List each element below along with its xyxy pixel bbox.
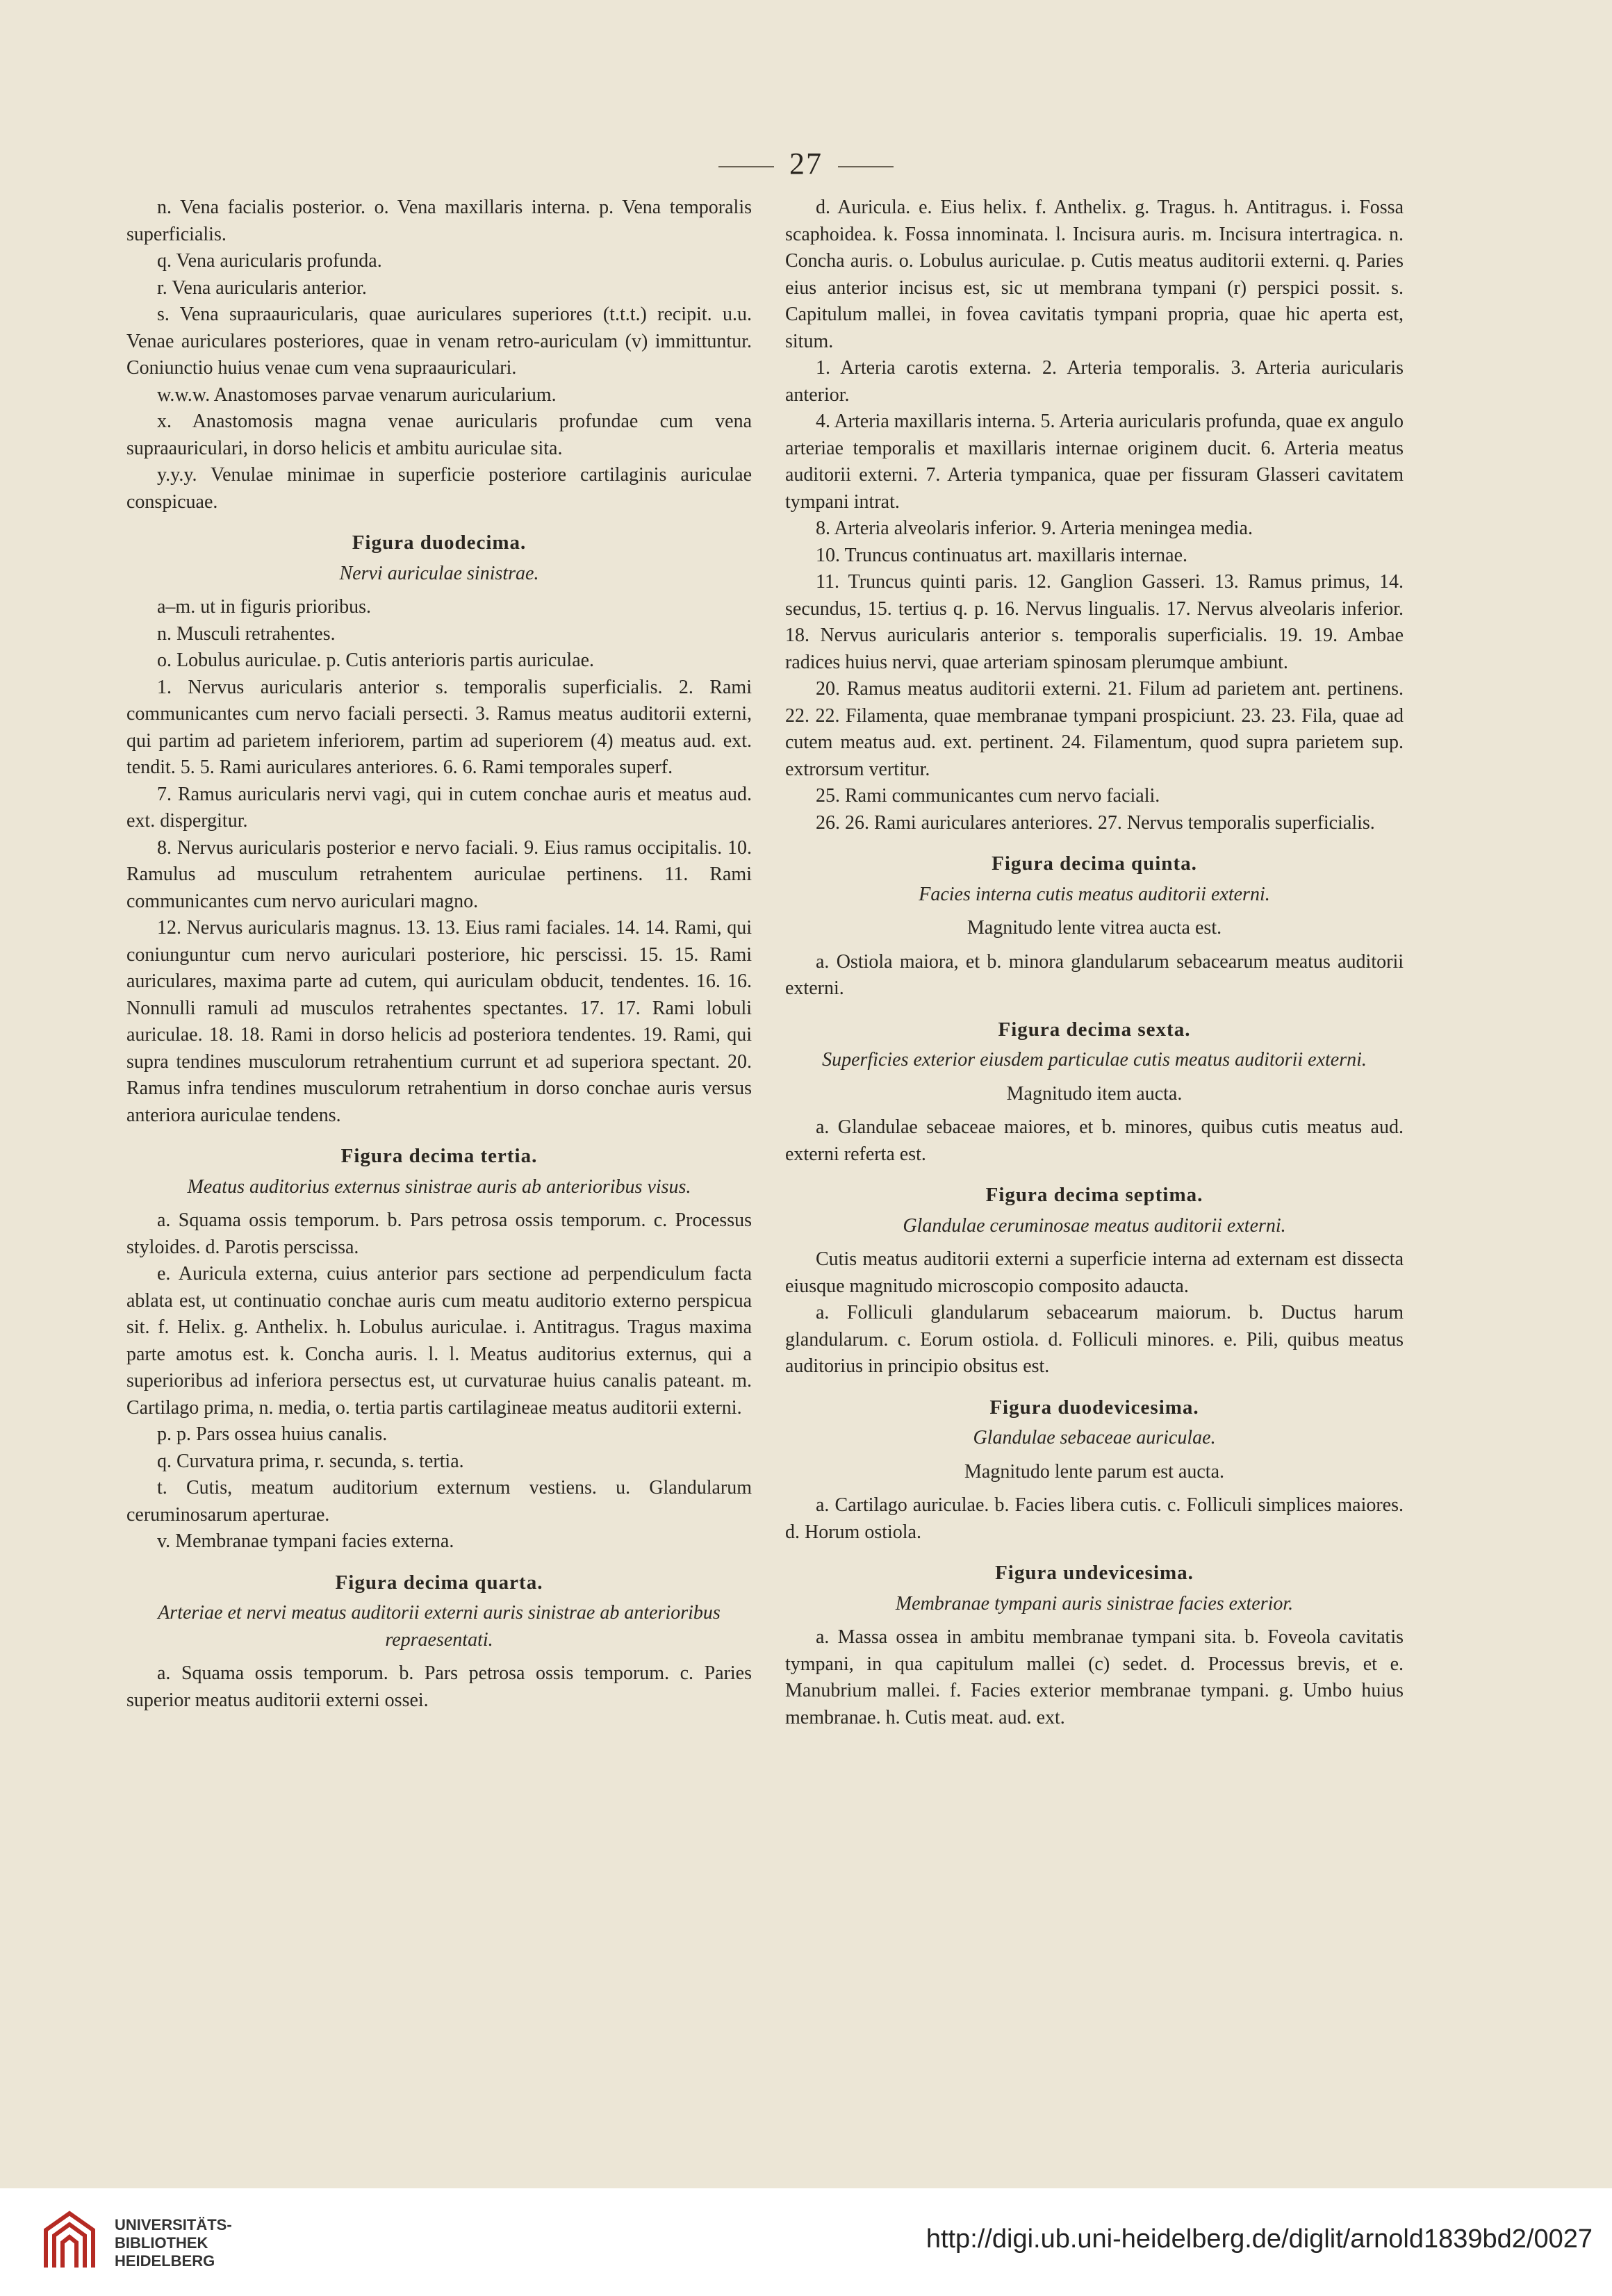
text-paragraph: q. Vena auricularis profunda. (157, 250, 382, 272)
right-text-column (785, 195, 1404, 1731)
library-name-line-2: BIBLIOTHEK (115, 2234, 208, 2252)
text-paragraph: x. Anastomosis magna venae auricularis profundae cum vena supraauriculari, in dorso helicis et ambitu auriculae sita. (126, 411, 752, 459)
text-paragraph: d. Auricula. e. Eius helix. f. Anthelix. g. Tragus. h. Antitragus. i. Fossa scaphoidea. k. Fossa innominata. l. Incisura auris. m. Incisura intertragica. n. Concha auris. o. Lobulus auriculae. p. Cutis meatus auditorii externi. q. Paries eius anterior incisus est, sic ut membrana tympani (r) perspici possit. s. Capitulum mallei, in fovea cavitatis tympani propria, quae hic aperta est, situm. (785, 197, 1404, 352)
text-paragraph: o. Lobulus auriculae. p. Cutis anterioris partis auriculae. (157, 650, 595, 671)
figure-heading: Figura decima quinta. (992, 852, 1197, 875)
figure-heading: Figura undevicesima. (995, 1562, 1194, 1584)
page-number-rule-right (838, 166, 894, 167)
text-paragraph: y.y.y. Venulae minimae in superficie posteriore cartilaginis auriculae conspicuae. (126, 464, 752, 513)
magnification-note: Magnitudo item aucta. (1006, 1082, 1183, 1105)
page-number-text: 27 (789, 147, 823, 181)
text-paragraph: a. Squama ossis temporum. b. Pars petrosa ossis temporum. c. Processus styloides. d. Parotis perscissa. (126, 1209, 752, 1258)
text-paragraph: 1. Nervus auricularis anterior s. temporalis superficialis. 2. Rami communicantes cum nervo faciali persecti. 3. Ramus meatus auditorii externi, qui partim ad parietem inferiorem, partim ad superiorem (4) meatus aud. ext. tendit. 5. 5. Rami auriculares anteriores. 6. 6. Rami temporales superf. (126, 676, 752, 778)
figure-subtitle: Nervi auriculae sinistrae. (339, 562, 539, 584)
figure-heading: Figura decima quarta. (335, 1571, 543, 1594)
figure-subtitle: Facies interna cutis meatus auditorii externi. (919, 883, 1270, 905)
magnification-note: Magnitudo lente vitrea aucta est. (967, 917, 1222, 939)
text-paragraph: a. Massa ossea in ambitu membranae tympani sita. b. Foveola cavitatis tympani, in qua capitulum mallei (c) sedet. d. Processus brevis, et e. Manubrium mallei. f. Facies exterior membranae tympani. g. Umbo huius membranae. h. Cutis meat. aud. ext. (785, 1626, 1404, 1728)
library-name-line-3: HEIDELBERG (115, 2252, 215, 2270)
figure-subtitle: Glandulae sebaceae auriculae. (973, 1427, 1216, 1448)
text-paragraph: 1. Arteria carotis externa. 2. Arteria temporalis. 3. Arteria auricularis anterior. (785, 357, 1404, 406)
text-paragraph: a. Glandulae sebaceae maiores, et b. minores, quibus cutis meatus aud. externi referta est. (785, 1116, 1404, 1165)
text-paragraph: 26. 26. Rami auriculares anteriores. 27. Nervus temporalis superficialis. (816, 811, 1375, 834)
text-paragraph: a. Cartilago auriculae. b. Facies libera cutis. c. Folliculi simplices maiores. d. Horum ostiola. (785, 1494, 1404, 1543)
figure-subtitle: Meatus auditorius externus sinistrae auris ab anterioribus visus. (187, 1175, 691, 1198)
figure-subtitle: Superficies exterior eiusdem particulae cutis meatus auditorii externi. (822, 1049, 1367, 1071)
library-name-line-1: UNIVERSITÄTS- (115, 2216, 232, 2233)
figure-subtitle: Glandulae ceruminosae meatus auditorii externi. (903, 1214, 1286, 1237)
text-paragraph: 12. Nervus auricularis magnus. 13. 13. Eius rami faciales. 14. 14. Rami, qui coniunguntur cum nervo auriculari posteriore, hic perscissi. 15. 15. Rami auriculares, maxima parte ad cutem, qui auriculam obducit, tendentes. 16. 16. Nonnulli ramuli ad musculos retrahentes spectantes. 17. 17. Rami lobuli auriculae. 18. 18. Rami in dorso helicis ad posteriora tendentes. 19. Rami, qui supra tendines musculorum retrahentium currunt et ad superiora spectant. 20. Ramus infra tendines musculorum retrahentium in dorso conchae auris versus anteriora auriculae tendens. (126, 917, 752, 1126)
text-paragraph: a–m. ut in figuris prioribus. (157, 596, 371, 618)
figure-heading: Figura decima tertia. (340, 1145, 538, 1167)
text-paragraph: 11. Truncus quinti paris. 12. Ganglion Gasseri. 13. Ramus primus, 14. secundus, 15. tertius q. p. 16. Nervus lingualis. 17. Nervus alveolaris inferior. 18. Nervus auricularis anterior s. temporalis superficialis. 19. 19. Ambae radices huius nervi, quae arteriam spinosam plerumque ambiunt. (785, 571, 1404, 673)
text-paragraph: r. Vena auricularis anterior. (157, 276, 367, 299)
text-paragraph: a. Squama ossis temporum. b. Pars petrosa ossis temporum. c. Paries superior meatus auditorii externi ossei. (126, 1662, 752, 1711)
text-paragraph: 25. Rami communicantes cum nervo faciali. (816, 785, 1160, 807)
source-url-link[interactable]: http://digi.ub.uni-heidelberg.de/diglit/arnold1839bd2/0027 (926, 2224, 1593, 2254)
text-paragraph: q. Curvatura prima, r. secunda, s. tertia. (157, 1450, 464, 1472)
figure-subtitle: Membranae tympani auris sinistrae facies exterior. (895, 1592, 1294, 1614)
text-paragraph: a. Folliculi glandularum sebacearum maiorum. b. Ductus harum glandularum. c. Eorum ostiola. d. Folliculi minores. e. Pili, quibus meatus auditorius in principio obsitus est. (785, 1302, 1404, 1377)
figure-heading: Figura duodevicesima. (989, 1396, 1199, 1419)
text-paragraph: t. Cutis, meatum auditorium externum vestiens. u. Glandularum ceruminosarum aperturae. (126, 1477, 752, 1526)
figure-heading: Figura duodecima. (352, 531, 527, 554)
text-paragraph: p. p. Pars ossea huius canalis. (157, 1423, 388, 1445)
page-number-rule-left (718, 166, 774, 167)
text-paragraph: s. Vena supraauricularis, quae auriculares superiores (t.t.t.) recipit. u.u. Venae auriculares posteriores, quae in venam retro-auriculam (v) immittuntur. Coniunctio huius venae cum vena supraauriculari. (126, 304, 752, 379)
library-name (115, 2216, 232, 2270)
library-footer (0, 2188, 1612, 2296)
text-paragraph: e. Auricula externa, cuius anterior pars sectione ad perpendiculum facta ablata est, ut continuatio conchae auris cum meatu auditorio externo perspicua sit. f. Helix. g. Anthelix. h. Lobulus auriculae. i. Antitragus. Tragus maxima parte amotus est. k. Concha auris. l. l. Meatus auditorius externus, qui a superioribus ad inferiora persectus est, ut curvaturae huius canalis pateant. m. Cartilago prima, n. media, o. tertia partis cartilagineae meatus auditorii externi. (126, 1263, 752, 1419)
text-paragraph: w.w.w. Anastomoses parvae venarum auricularium. (157, 383, 557, 406)
text-paragraph: 4. Arteria maxillaris interna. 5. Arteria auricularis profunda, quae ex angulo arteriae temporalis et maxillaris internae originem ducit. 6. Arteria meatus auditorii externi. 7. Arteria tympanica, quae per fissuram Glasseri cavitatem tympani intrat. (785, 411, 1404, 513)
text-paragraph: 10. Truncus continuatus art. maxillaris internae. (816, 544, 1188, 566)
text-paragraph: n. Vena facialis posterior. o. Vena maxillaris interna. p. Vena temporalis superficialis. (126, 197, 752, 245)
text-paragraph: a. Ostiola maiora, et b. minora glandularum sebacearum meatus auditorii externi. (785, 950, 1404, 999)
page-number (0, 146, 1612, 181)
text-paragraph: 20. Ramus meatus auditorii externi. 21. Filum ad parietem ant. pertinens. 22. 22. Filamenta, quae membranae tympani prospiciunt. 23. 23. Fila, quae ad cutem meatus aud. ext. pertinent. 24. Filamentum, quod supra parietem sup. extrorsum vertitur. (785, 678, 1404, 780)
university-library-logo-icon (42, 2209, 97, 2272)
text-paragraph: Cutis meatus auditorii externi a superficie interna ad externam est dissecta eiusque magnitudo microscopio composito adaucta. (785, 1248, 1404, 1297)
text-paragraph: 7. Ramus auricularis nervi vagi, qui in cutem conchae auris et meatus aud. ext. dispergitur. (126, 783, 752, 832)
text-paragraph: 8. Nervus auricularis posterior e nervo faciali. 9. Eius ramus occipitalis. 10. Ramulus ad musculum retrahentem auriculae pertinens. 11. Rami communicantes cum nervo auriculari magno. (126, 836, 752, 912)
text-paragraph: n. Musculi retrahentes. (157, 622, 336, 645)
figure-heading: Figura decima sexta. (998, 1018, 1191, 1041)
magnification-note: Magnitudo lente parum est aucta. (964, 1460, 1224, 1483)
text-paragraph: 8. Arteria alveolaris inferior. 9. Arteria meningea media. (816, 518, 1253, 539)
text-paragraph: v. Membranae tympani facies externa. (157, 1530, 454, 1552)
left-text-column (126, 195, 752, 1714)
figure-heading: Figura decima septima. (985, 1184, 1203, 1206)
figure-subtitle: Arteriae et nervi meatus auditorii externi auris sinistrae ab anterioribus repraesentati. (158, 1602, 721, 1651)
